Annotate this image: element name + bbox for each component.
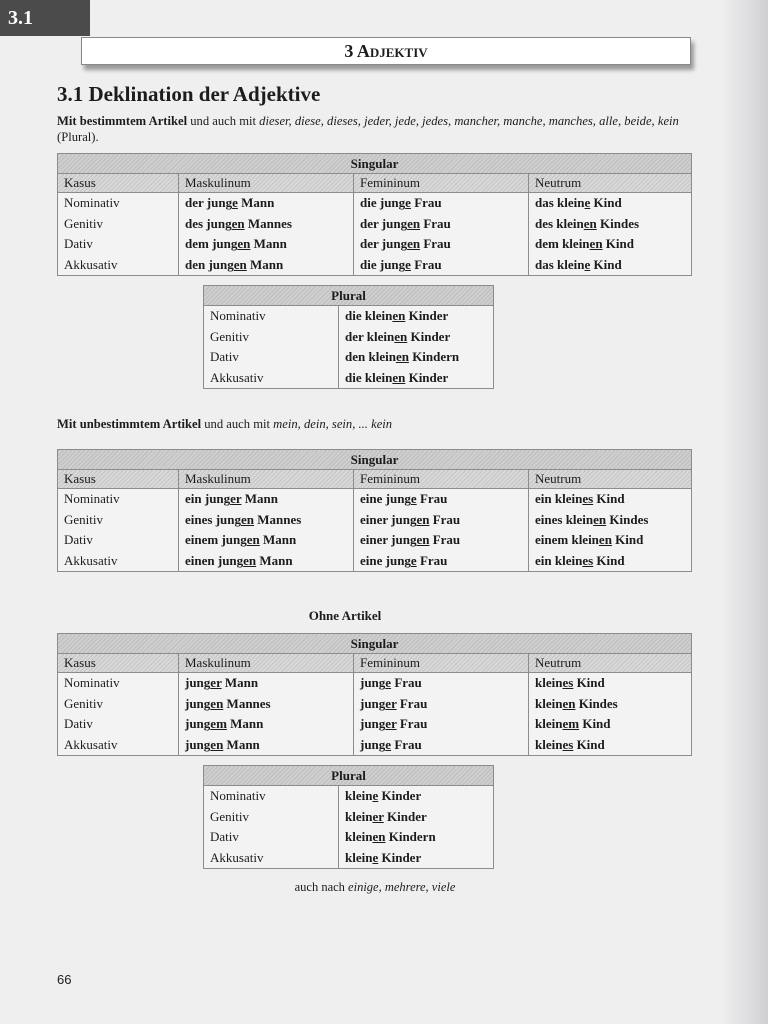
table-row [58, 510, 692, 531]
declension-ending: en [562, 695, 576, 711]
case-label: Akkusativ [58, 255, 179, 276]
column-header-row [58, 654, 692, 673]
form-femininum: einer jungen Frau [354, 510, 529, 531]
col-neutrum: Neutrum [529, 654, 692, 673]
declension-ending: en [392, 369, 406, 385]
form-maskulinum: jungen Mann [179, 735, 354, 756]
case-label: Dativ [58, 714, 179, 735]
case-label: Akkusativ [58, 551, 179, 572]
form-neutrum: ein kleines Kind [529, 551, 692, 572]
case-label: Genitiv [204, 807, 339, 828]
declension-ending: en [243, 552, 257, 568]
form-plural: kleinen Kindern [339, 827, 494, 848]
table-row [204, 827, 494, 848]
table-row [204, 306, 494, 327]
col-maskulinum: Maskulinum [179, 174, 354, 193]
column-header-row [58, 174, 692, 193]
declension-ending: es [562, 675, 574, 691]
col-femininum: Femininum [354, 470, 529, 489]
declension-ending: en [231, 215, 245, 231]
intro-definite [57, 113, 697, 145]
form-femininum: junger Frau [354, 714, 529, 735]
declension-ending: en [240, 511, 254, 527]
form-plural: kleiner Kinder [339, 807, 494, 828]
singular-label: Singular [58, 634, 692, 654]
declension-ending: en [593, 511, 607, 527]
form-femininum: junge Frau [354, 673, 529, 694]
form-maskulinum: ein junger Mann [179, 489, 354, 510]
case-label: Nominativ [58, 673, 179, 694]
form-neutrum: ein kleines Kind [529, 489, 692, 510]
declension-ending: e [584, 256, 591, 272]
form-neutrum: kleinem Kind [529, 714, 692, 735]
table-definite-plural [203, 285, 494, 389]
chapter-header [81, 37, 691, 65]
form-plural: der kleinen Kinder [339, 327, 494, 348]
case-label: Akkusativ [58, 735, 179, 756]
table-row [58, 489, 692, 510]
table-row [204, 327, 494, 348]
form-neutrum: kleines Kind [529, 673, 692, 694]
table-row [204, 368, 494, 389]
singular-header-row [58, 154, 692, 174]
table-row [204, 786, 494, 807]
declension-ending: en [246, 532, 260, 548]
declension-ending: en [210, 736, 224, 752]
declension-ending: e [372, 788, 379, 804]
table-row [204, 347, 494, 368]
case-label: Nominativ [204, 306, 339, 327]
case-label: Akkusativ [204, 848, 339, 869]
table-row [58, 673, 692, 694]
plural-label: Plural [204, 766, 494, 786]
col-maskulinum: Maskulinum [179, 470, 354, 489]
case-label: Nominativ [58, 489, 179, 510]
note-plain: auch nach [294, 880, 349, 894]
form-maskulinum: den jungen Mann [179, 255, 354, 276]
col-kasus: Kasus [58, 470, 179, 489]
declension-ending: en [372, 829, 386, 845]
case-label: Genitiv [204, 327, 339, 348]
form-femininum: junger Frau [354, 694, 529, 715]
page-number: 66 [57, 972, 72, 987]
table-row [58, 214, 692, 235]
table-no-article-singular [57, 633, 692, 756]
form-plural: die kleinen Kinder [339, 368, 494, 389]
form-plural: die kleinen Kinder [339, 306, 494, 327]
col-kasus: Kasus [58, 174, 179, 193]
intro-definite-plain: und auch mit [187, 114, 260, 128]
singular-label: Singular [58, 450, 692, 470]
col-femininum: Femininum [354, 174, 529, 193]
declension-ending: es [582, 552, 594, 568]
declension-ending: e [405, 256, 411, 272]
declension-ending: er [210, 675, 222, 691]
intro-definite-tail: (Plural). [57, 130, 99, 144]
form-neutrum: dem kleinen Kind [529, 234, 692, 255]
declension-ending: e [584, 195, 591, 211]
form-femininum: eine junge Frau [354, 551, 529, 572]
table-row [58, 234, 692, 255]
case-label: Dativ [58, 234, 179, 255]
declension-ending: es [582, 491, 594, 507]
form-maskulinum: junger Mann [179, 673, 354, 694]
plural-header-row [204, 286, 494, 306]
intro-definite-bold: Mit bestimmtem Artikel [57, 114, 188, 128]
form-plural: kleine Kinder [339, 786, 494, 807]
ohne-artikel-heading: Ohne Artikel [308, 608, 382, 623]
declension-ending: en [583, 215, 597, 231]
plural-label: Plural [204, 286, 494, 306]
declension-ending: en [392, 308, 406, 324]
case-label: Dativ [204, 827, 339, 848]
declension-ending: e [410, 491, 417, 507]
form-maskulinum: des jungen Mannes [179, 214, 354, 235]
case-label: Dativ [204, 347, 339, 368]
form-maskulinum: einem jungen Mann [179, 530, 354, 551]
plural-header-row [204, 766, 494, 786]
col-neutrum: Neutrum [529, 174, 692, 193]
form-plural: den kleinen Kindern [339, 347, 494, 368]
declension-ending: e [385, 675, 392, 691]
column-header-row [58, 470, 692, 489]
declension-ending: er [372, 808, 384, 824]
form-maskulinum: dem jungen Mann [179, 234, 354, 255]
col-maskulinum: Maskulinum [179, 654, 354, 673]
form-femininum: eine junge Frau [354, 489, 529, 510]
table-row [58, 714, 692, 735]
table-row [204, 807, 494, 828]
form-neutrum: eines kleinen Kindes [529, 510, 692, 531]
intro-definite-italic: dieser, diese, dieses, jeder, jede, jedes, mancher, manche, manches, alle, beide, kein [259, 114, 679, 128]
note-after-plural [30, 880, 720, 895]
table-row [58, 193, 692, 214]
case-label: Genitiv [58, 214, 179, 235]
case-label: Nominativ [204, 786, 339, 807]
declension-ending: en [598, 532, 612, 548]
declension-ending: en [233, 256, 247, 272]
declension-ending: es [562, 736, 574, 752]
form-femininum: die junge Frau [354, 193, 529, 214]
declension-ending: e [405, 195, 411, 211]
form-femininum: junge Frau [354, 735, 529, 756]
table-row [204, 848, 494, 869]
form-femininum: der jungen Frau [354, 214, 529, 235]
chapter-title: 3 Adjektiv [344, 41, 428, 61]
case-label: Nominativ [58, 193, 179, 214]
form-maskulinum: jungem Mann [179, 714, 354, 735]
page-edge-shadow [720, 0, 768, 1024]
table-row [58, 694, 692, 715]
case-label: Akkusativ [204, 368, 339, 389]
declension-ending: en [237, 236, 251, 252]
form-neutrum: das kleine Kind [529, 255, 692, 276]
form-neutrum: kleines Kind [529, 735, 692, 756]
singular-label: Singular [58, 154, 692, 174]
singular-header-row [58, 450, 692, 470]
intro-indefinite-plain: und auch mit [201, 417, 274, 431]
table-row [58, 255, 692, 276]
form-neutrum: kleinen Kindes [529, 694, 692, 715]
case-label: Dativ [58, 530, 179, 551]
table-definite-singular [57, 153, 692, 276]
singular-header-row [58, 634, 692, 654]
declension-ending: en [395, 349, 409, 365]
form-plural: kleine Kinder [339, 848, 494, 869]
table-row [58, 530, 692, 551]
form-femininum: der jungen Frau [354, 234, 529, 255]
declension-ending: en [416, 532, 430, 548]
form-neutrum: einem kleinen Kind [529, 530, 692, 551]
declension-ending: er [385, 695, 397, 711]
table-row [58, 735, 692, 756]
form-maskulinum: jungen Mannes [179, 694, 354, 715]
form-neutrum: des kleinen Kindes [529, 214, 692, 235]
declension-ending: en [407, 236, 421, 252]
declension-ending: em [210, 716, 227, 732]
col-kasus: Kasus [58, 654, 179, 673]
note-italic: einige, mehrere, viele [348, 880, 456, 894]
table-no-article-plural [203, 765, 494, 869]
declension-ending: er [385, 716, 397, 732]
section-title: 3.1 Deklination der Adjektive [57, 82, 321, 106]
col-femininum: Femininum [354, 654, 529, 673]
declension-ending: en [407, 215, 421, 231]
table-row [58, 551, 692, 572]
form-maskulinum: der junge Mann [179, 193, 354, 214]
declension-ending: en [416, 511, 430, 527]
intro-indefinite-italic: mein, dein, sein, ... kein [273, 417, 393, 431]
section-tab-label: 3.1 [8, 7, 33, 29]
intro-indefinite-bold: Mit unbestimmtem Artikel [57, 417, 202, 431]
table-indefinite-singular [57, 449, 692, 572]
form-maskulinum: eines jungen Mannes [179, 510, 354, 531]
case-label: Genitiv [58, 694, 179, 715]
declension-ending: en [394, 328, 408, 344]
form-femininum: einer jungen Frau [354, 530, 529, 551]
case-label: Genitiv [58, 510, 179, 531]
section-tab [0, 0, 90, 36]
declension-ending: en [589, 236, 603, 252]
declension-ending: e [410, 552, 417, 568]
col-neutrum: Neutrum [529, 470, 692, 489]
declension-ending: en [210, 695, 224, 711]
declension-ending: em [562, 716, 580, 732]
form-femininum: die junge Frau [354, 255, 529, 276]
form-neutrum: das kleine Kind [529, 193, 692, 214]
declension-ending: er [230, 491, 242, 507]
declension-ending: e [232, 195, 238, 211]
form-maskulinum: einen jungen Mann [179, 551, 354, 572]
declension-ending: e [372, 849, 379, 865]
intro-indefinite [57, 416, 697, 432]
declension-ending: e [385, 736, 392, 752]
